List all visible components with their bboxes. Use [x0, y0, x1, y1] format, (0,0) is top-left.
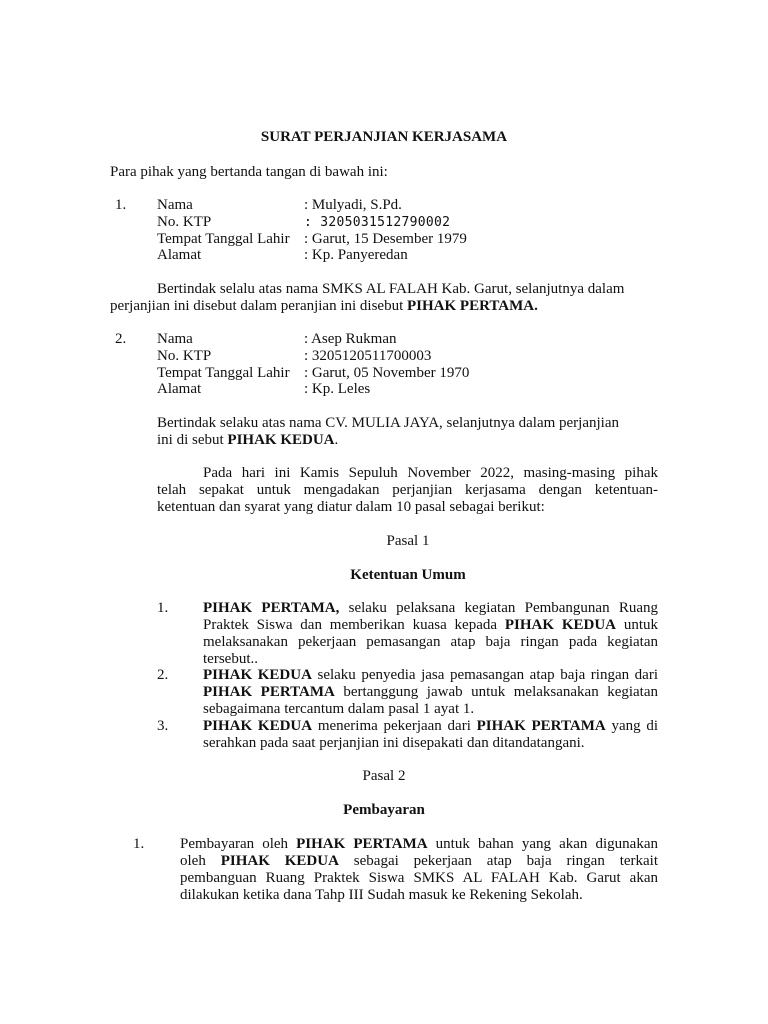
pasal-1-item-3-line2: serahkan pada saat perjanjian ini disepakati dan ditandatangani. — [203, 735, 585, 751]
party-1-ktp-value — [304, 214, 450, 231]
agreement-line2: telah sepakat untuk mengadakan perjanjian kerjasama dengan ketentuan- — [157, 482, 658, 498]
party-1-name-value: : Mulyadi, S.Pd. — [304, 197, 402, 213]
party-2-ktp-label: No. KTP — [157, 348, 212, 364]
body-text: menerima pekerjaan dari — [312, 718, 477, 734]
body-text: oleh — [180, 853, 221, 869]
party-2-address-label: Alamat — [157, 381, 202, 397]
party-1-birth-label: Tempat Tanggal Lahir — [157, 231, 290, 247]
document-title: SURAT PERJANJIAN KERJASAMA — [260, 129, 508, 145]
agreement-line3: ketentuan dan syarat yang diatur dalam 10 pasal sebagai berikut: — [157, 499, 545, 515]
party-2-desc-end: . — [334, 432, 339, 448]
role-text: PIHAK KEDUA — [504, 617, 617, 633]
pasal-1-heading: Pasal 1 — [386, 533, 430, 549]
role-text: PIHAK KEDUA — [203, 667, 312, 683]
pasal-2-item-1-line3: pembanguan Ruang Praktek Siswa SMKS AL FALAH Kab. Garut akan — [180, 870, 658, 886]
agreement-line1: Pada hari ini Kamis Sepuluh November 2022, masing-masing pihak — [203, 465, 658, 481]
party-1-address-value: : Kp. Panyeredan — [304, 247, 408, 263]
body-text: Pembayaran oleh — [180, 836, 297, 852]
party-2-desc-line2 — [157, 432, 338, 449]
party-1-address-label: Alamat — [157, 247, 202, 263]
body-text: selaku pelaksana kegiatan Pembangunan Ruang — [339, 600, 658, 616]
pasal-1-item-3-number: 3. — [157, 718, 169, 734]
party-2-desc-text: ini di sebut — [157, 432, 228, 448]
body-text: sebagai pekerjaan atap baja ringan terkait — [338, 853, 659, 869]
pasal-1-item-2-line3: sebagaimana tercantum dalam pasal 1 ayat 1. — [203, 701, 475, 717]
party-2-name-value: : Asep Rukman — [304, 331, 397, 347]
pasal-1-item-1-line2 — [203, 617, 658, 634]
pasal-2-subheading: Pembayaran — [343, 802, 425, 818]
ktp-number-text: : 3205031512790002 — [304, 215, 451, 230]
pasal-2-item-1-line2 — [180, 853, 658, 870]
role-text: PIHAK KEDUA — [220, 853, 339, 869]
role-text: PIHAK PERTAMA, — [203, 600, 340, 616]
pasal-2-item-1-line1 — [180, 836, 658, 853]
pasal-1-item-1-line3: melaksanakan pekerjaan pemasangan atap baja ringan pada kegiatan — [203, 634, 658, 650]
party-1-number: 1. — [115, 197, 127, 213]
intro-text: Para pihak yang bertanda tangan di bawah ini: — [110, 164, 388, 180]
role-text: PIHAK PERTAMA — [296, 836, 428, 852]
body-text: yang di — [605, 718, 658, 734]
party-2-birth-label: Tempat Tanggal Lahir — [157, 365, 290, 381]
party-2-role: PIHAK KEDUA — [227, 432, 335, 448]
pasal-1-item-2-number: 2. — [157, 667, 169, 683]
role-text: PIHAK KEDUA — [203, 718, 313, 734]
pasal-1-item-3-line1 — [203, 718, 658, 735]
body-text: untuk bahan yang akan digunakan — [427, 836, 658, 852]
party-1-name-label: Nama — [157, 197, 193, 213]
pasal-2-item-1-line4: dilakukan ketika dana Tahp III Sudah masuk ke Rekening Sekolah. — [180, 887, 583, 903]
party-2-address-value: : Kp. Leles — [304, 381, 371, 397]
party-1-desc-line2 — [110, 298, 538, 315]
pasal-1-subheading: Ketentuan Umum — [350, 567, 466, 583]
body-text: selaku penyedia jasa pemasangan atap baja ringan dari — [311, 667, 659, 683]
pasal-1-item-2-line1 — [203, 667, 658, 684]
party-1-ktp-label: No. KTP — [157, 214, 212, 230]
pasal-1-item-1-line4: tersebut.. — [203, 651, 258, 667]
pasal-2-heading: Pasal 2 — [362, 768, 406, 784]
party-1-desc-text: perjanjian ini disebut dalam peranjian ini disebut — [110, 298, 408, 314]
role-text: PIHAK PERTAMA — [476, 718, 606, 734]
party-2-name-label: Nama — [157, 331, 193, 347]
body-text: bertanggung jawab untuk melaksanakan kegiatan — [334, 684, 658, 700]
party-1-birth-value: : Garut, 15 Desember 1979 — [304, 231, 467, 247]
body-text: Praktek Siswa dan memberikan kuasa kepada — [203, 617, 505, 633]
role-text: PIHAK PERTAMA — [203, 684, 335, 700]
body-text: untuk — [616, 617, 659, 633]
party-2-number: 2. — [115, 331, 127, 347]
party-1-role: PIHAK PERTAMA. — [407, 298, 538, 314]
pasal-2-item-1-number: 1. — [133, 836, 145, 852]
party-2-birth-value: : Garut, 05 November 1970 — [304, 365, 470, 381]
pasal-1-item-1-line1 — [203, 600, 658, 617]
party-2-desc-line1: Bertindak selaku atas nama CV. MULIA JAYA, selanjutnya dalam perjanjian — [157, 415, 619, 431]
party-1-desc-line1: Bertindak selalu atas nama SMKS AL FALAH Kab. Garut, selanjutnya dalam — [157, 281, 625, 297]
pasal-1-item-1-number: 1. — [157, 600, 169, 616]
pasal-1-item-2-line2 — [203, 684, 658, 701]
party-2-ktp-value: : 3205120511700003 — [304, 348, 432, 364]
